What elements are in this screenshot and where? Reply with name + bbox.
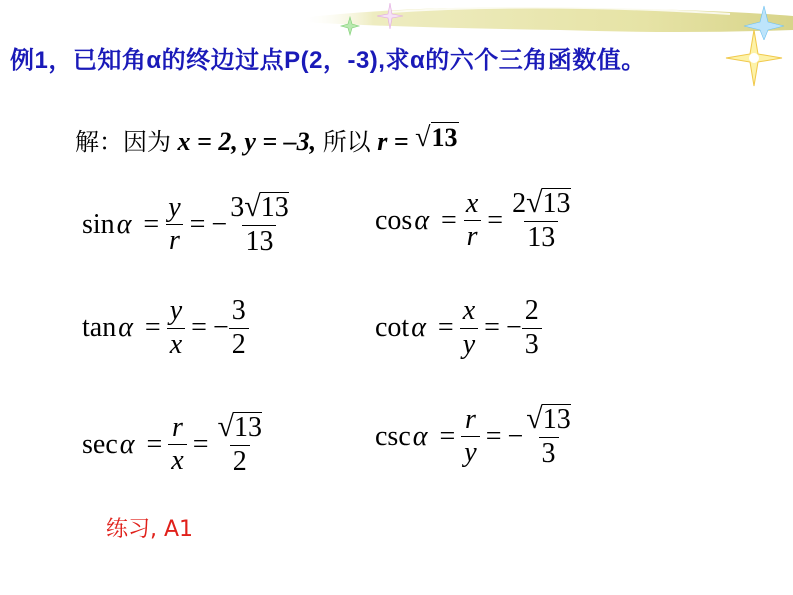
sin-equation [82,192,292,258]
numerator: 3 √ 13 [230,190,289,223]
r-label: r = [377,127,409,156]
function-name: sin [82,208,115,240]
denominator: 2 [229,328,249,361]
denominator: x [167,328,185,361]
cos-equation [375,188,574,254]
value-fraction [523,404,573,470]
value-fraction [227,192,291,258]
solution-prefix: 解：因为 [75,128,171,156]
denominator: r [166,224,183,257]
equals-sign: = [192,428,209,460]
x-value: x = 2, [177,127,238,156]
numerator: y [169,295,183,326]
practice-label: 练习, A1 [106,517,194,542]
numerator: √ 13 [526,402,571,435]
ratio-fraction [461,405,479,470]
minus-sign: − [507,420,524,452]
function-name: csc [375,420,411,452]
r-radical: √13 [415,122,458,153]
denominator: x [168,444,186,477]
equals-sign: = [437,312,454,344]
y-value: y = –3, [244,127,317,156]
denominator: y [461,436,479,469]
equals-sign: = [191,312,207,344]
ratio-fraction [460,296,478,361]
minus-sign: − [212,312,229,344]
equals-sign: = [441,204,457,236]
radicand: 13 [542,188,571,219]
coefficient: 2 [512,188,527,219]
problem-title: 例1，已知角α的终边过点P(2，-3),求α的六个三角函数值。 [10,47,646,74]
minus-sign: − [211,208,228,240]
function-name: cot [375,312,410,344]
denominator: y [460,328,478,361]
denominator: 13 [524,221,558,254]
function-name: tan [82,312,117,344]
equals-sign: = [189,208,206,240]
numerator: x [465,187,479,219]
equals-sign: = [144,312,161,344]
function-name: cos [375,204,413,236]
r-radicand: 13 [431,123,458,152]
sec-equation [82,412,265,478]
numerator: √ 13 [217,410,262,443]
denominator: 2 [230,445,250,478]
denominator: 3 [522,328,542,361]
ratio-fraction [168,413,186,478]
alpha-symbol: α [414,204,430,236]
equals-sign: = [143,208,160,240]
alpha-symbol: α [412,420,428,452]
radicand: 13 [542,404,571,435]
csc-equation [375,404,574,470]
cot-equation [375,296,542,361]
ratio-fraction [165,193,183,258]
coefficient: 3 [230,192,245,223]
denominator: 3 [539,437,559,470]
alpha-symbol: α [116,208,132,240]
equals-sign: = [484,312,500,344]
ratio-fraction [167,296,185,361]
equals-sign: = [487,204,504,236]
equals-sign: = [439,420,456,452]
minus-sign: − [505,312,522,344]
given-statement [75,122,459,157]
radicand: 13 [233,412,262,443]
tan-equation [82,296,249,361]
value-fraction [522,296,542,361]
numerator: r [465,403,476,435]
radicand: 13 [260,192,289,223]
denominator: 13 [242,225,276,258]
alpha-symbol: α [411,312,426,344]
star-icon [724,28,784,88]
numerator: r [172,411,183,443]
function-name: sec [82,428,118,460]
equals-sign: = [146,428,163,460]
alpha-symbol: α [119,428,135,460]
conjunction: 所以 [322,128,371,156]
ratio-fraction [463,189,481,254]
denominator: r [464,220,481,253]
numerator: y [168,191,181,223]
numerator: 3 [231,295,246,326]
equals-sign: = [485,420,502,452]
value-fraction [509,188,573,254]
value-fraction [215,412,265,478]
value-fraction [229,296,249,361]
numerator: 2 [524,295,539,326]
alpha-symbol: α [118,312,133,344]
header-decoration [300,0,793,40]
numerator: x [462,295,476,326]
numerator: 2 √ 13 [512,186,571,219]
